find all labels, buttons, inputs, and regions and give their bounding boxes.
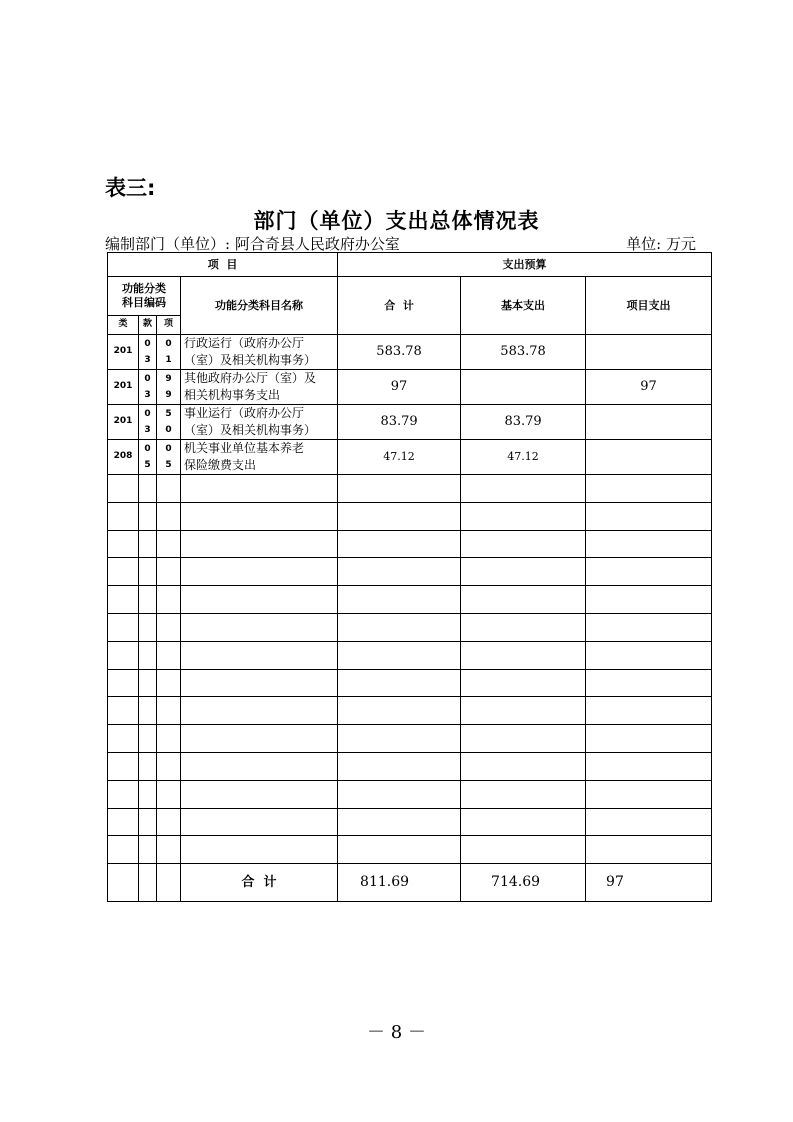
empty-cell: [181, 752, 338, 780]
empty-cell: [586, 641, 712, 669]
empty-cell: [157, 836, 181, 864]
empty-cell: [181, 586, 338, 614]
empty-cell: [181, 530, 338, 558]
cell-func-name-line: （室）及相关机构事务）: [184, 353, 317, 367]
empty-row: [108, 641, 712, 669]
empty-cell: [586, 697, 712, 725]
empty-cell: [157, 641, 181, 669]
empty-cell: [139, 641, 157, 669]
empty-cell: [108, 752, 139, 780]
empty-cell: [108, 808, 139, 836]
empty-cell: [461, 475, 586, 503]
empty-row: [108, 780, 712, 808]
cell-xiang-digit: 0: [165, 339, 172, 349]
empty-cell: [157, 752, 181, 780]
empty-cell: [586, 725, 712, 753]
empty-cell: [461, 808, 586, 836]
empty-cell: [586, 808, 712, 836]
cell-kuan-digit: 5: [144, 460, 151, 470]
empty-cell: [108, 725, 139, 753]
empty-row: [108, 530, 712, 558]
empty-cell: [338, 752, 461, 780]
empty-cell: [139, 669, 157, 697]
empty-cell: [139, 530, 157, 558]
cell-func-name-line: 其他政府办公厅（室）及: [184, 371, 317, 385]
cell-xiang: [157, 370, 181, 405]
cell-project: [586, 405, 712, 440]
empty-cell: [461, 669, 586, 697]
empty-cell: [108, 586, 139, 614]
totals-basic: 714.69: [461, 864, 586, 902]
empty-cell: [338, 475, 461, 503]
cell-kuan: [139, 405, 157, 440]
cell-func-name: [181, 440, 338, 475]
cell-total: 83.79: [338, 405, 461, 440]
department-line: 编制部门（单位）: 阿合奇县人民政府办公室: [105, 235, 400, 253]
empty-cell: [338, 586, 461, 614]
cell-total: 97: [338, 370, 461, 405]
empty-cell: [181, 780, 338, 808]
cell-xiang-digit: 5: [165, 460, 172, 470]
empty-cell: [586, 586, 712, 614]
empty-cell: [108, 780, 139, 808]
cell-func-name-line: 事业运行（政府办公厅: [184, 406, 305, 420]
empty-cell: [181, 808, 338, 836]
header-func-code-line2: 科目编码: [122, 296, 166, 309]
empty-cell: [461, 752, 586, 780]
table-row: [108, 370, 712, 405]
header-func-name: 功能分类科目名称: [181, 277, 338, 335]
empty-row: [108, 808, 712, 836]
empty-cell: [461, 586, 586, 614]
empty-row: [108, 613, 712, 641]
empty-cell: [108, 641, 139, 669]
cell-lei: 208: [108, 440, 139, 475]
empty-cell: [461, 641, 586, 669]
empty-cell: [157, 613, 181, 641]
empty-cell: [139, 725, 157, 753]
cell-kuan: [139, 440, 157, 475]
empty-cell: [139, 836, 157, 864]
empty-cell: [157, 475, 181, 503]
empty-cell: [108, 502, 139, 530]
empty-cell: [157, 530, 181, 558]
cell-kuan-digit: 3: [144, 390, 151, 400]
empty-cell: [139, 502, 157, 530]
empty-cell: [139, 780, 157, 808]
header-basic: 基本支出: [461, 277, 586, 335]
header-func-code: [108, 277, 181, 316]
cell-xiang-digit: 1: [165, 355, 172, 365]
table-label: 表三:: [105, 176, 156, 200]
empty-cell: [157, 669, 181, 697]
cell-lei: 201: [108, 405, 139, 440]
cell-project: 97: [586, 370, 712, 405]
header-lei: 类: [108, 316, 139, 335]
empty-row: [108, 752, 712, 780]
cell-basic: 47.12: [461, 440, 586, 475]
empty-cell: [338, 502, 461, 530]
table-title: 部门（单位）支出总体情况表: [253, 209, 540, 233]
cell-xiang-digit: 9: [165, 374, 172, 384]
empty-cell: [461, 613, 586, 641]
empty-row: [108, 475, 712, 503]
empty-cell: [139, 752, 157, 780]
empty-cell: [157, 697, 181, 725]
empty-cell: [139, 475, 157, 503]
cell-xiang-digit: 5: [165, 409, 172, 419]
empty-cell: [586, 613, 712, 641]
header-xiang: 项: [157, 316, 181, 335]
empty-cell: [157, 558, 181, 586]
empty-cell: [338, 808, 461, 836]
empty-cell: [108, 613, 139, 641]
cell-kuan-digit: 3: [144, 355, 151, 365]
empty-cell: [338, 530, 461, 558]
empty-cell: [461, 697, 586, 725]
empty-cell: [181, 697, 338, 725]
empty-cell: [338, 641, 461, 669]
empty-cell: [157, 864, 181, 902]
empty-cell: [108, 836, 139, 864]
empty-cell: [181, 669, 338, 697]
table-row: [108, 335, 712, 370]
empty-cell: [338, 780, 461, 808]
cell-func-name: [181, 405, 338, 440]
cell-lei: 201: [108, 370, 139, 405]
cell-project: [586, 440, 712, 475]
totals-label: 合 计: [181, 864, 338, 902]
empty-cell: [139, 558, 157, 586]
unit-label: 单位: 万元: [626, 235, 696, 253]
totals-project: 97: [586, 864, 712, 902]
cell-func-name: [181, 335, 338, 370]
cell-func-name-line: （室）及相关机构事务）: [184, 423, 317, 437]
cell-xiang: [157, 405, 181, 440]
empty-row: [108, 502, 712, 530]
empty-cell: [461, 780, 586, 808]
empty-cell: [586, 530, 712, 558]
header-func-code-line1: 功能分类: [122, 282, 166, 296]
cell-basic: 583.78: [461, 335, 586, 370]
empty-cell: [181, 641, 338, 669]
empty-row: [108, 558, 712, 586]
empty-row: [108, 836, 712, 864]
cell-kuan-digit: 0: [144, 409, 151, 419]
header-expenditure-budget: 支出预算: [338, 253, 712, 277]
cell-basic: 83.79: [461, 405, 586, 440]
cell-kuan: [139, 335, 157, 370]
empty-cell: [139, 864, 157, 902]
empty-cell: [338, 697, 461, 725]
empty-cell: [338, 669, 461, 697]
cell-func-name: [181, 370, 338, 405]
cell-kuan-digit: 0: [144, 374, 151, 384]
empty-row: [108, 697, 712, 725]
cell-func-name-line: 相关机构事务支出: [184, 388, 281, 402]
empty-cell: [157, 725, 181, 753]
table-row: [108, 440, 712, 475]
empty-cell: [586, 836, 712, 864]
empty-cell: [586, 669, 712, 697]
empty-cell: [461, 836, 586, 864]
empty-cell: [338, 613, 461, 641]
cell-xiang: [157, 335, 181, 370]
cell-func-name-line: 机关事业单位基本养老: [184, 441, 305, 455]
empty-cell: [338, 836, 461, 864]
empty-cell: [139, 613, 157, 641]
expenditure-table: [107, 252, 712, 902]
empty-cell: [338, 558, 461, 586]
page-number: － 8 －: [367, 1022, 426, 1043]
empty-cell: [586, 475, 712, 503]
cell-func-name-line: 保险缴费支出: [184, 458, 257, 472]
empty-cell: [108, 669, 139, 697]
cell-kuan-digit: 0: [144, 339, 151, 349]
cell-kuan-digit: 3: [144, 425, 151, 435]
totals-total: 811.69: [338, 864, 461, 902]
header-total: 合 计: [338, 277, 461, 335]
empty-row: [108, 669, 712, 697]
empty-cell: [338, 725, 461, 753]
cell-xiang-digit: 9: [165, 390, 172, 400]
header-project: 项 目: [108, 253, 338, 277]
empty-cell: [181, 613, 338, 641]
empty-cell: [157, 808, 181, 836]
cell-kuan-digit: 0: [144, 444, 151, 454]
totals-row: [108, 864, 712, 902]
empty-cell: [157, 502, 181, 530]
empty-cell: [181, 836, 338, 864]
empty-cell: [108, 475, 139, 503]
cell-basic: [461, 370, 586, 405]
cell-total: 47.12: [338, 440, 461, 475]
cell-lei: 201: [108, 335, 139, 370]
empty-cell: [181, 558, 338, 586]
empty-cell: [108, 697, 139, 725]
empty-cell: [157, 586, 181, 614]
empty-cell: [586, 502, 712, 530]
cell-project: [586, 335, 712, 370]
empty-cell: [181, 725, 338, 753]
empty-cell: [139, 697, 157, 725]
cell-xiang-digit: 0: [165, 444, 172, 454]
table-row: [108, 405, 712, 440]
empty-cell: [139, 808, 157, 836]
cell-total: 583.78: [338, 335, 461, 370]
cell-kuan: [139, 370, 157, 405]
empty-cell: [108, 530, 139, 558]
empty-cell: [586, 780, 712, 808]
empty-cell: [461, 530, 586, 558]
empty-cell: [139, 586, 157, 614]
empty-cell: [181, 502, 338, 530]
empty-cell: [181, 475, 338, 503]
empty-row: [108, 725, 712, 753]
empty-cell: [586, 752, 712, 780]
cell-xiang-digit: 0: [165, 425, 172, 435]
empty-cell: [108, 864, 139, 902]
header-kuan: 款: [139, 316, 157, 335]
empty-cell: [157, 780, 181, 808]
empty-cell: [461, 558, 586, 586]
empty-cell: [108, 558, 139, 586]
empty-cell: [586, 558, 712, 586]
cell-xiang: [157, 440, 181, 475]
header-project-exp: 项目支出: [586, 277, 712, 335]
empty-row: [108, 586, 712, 614]
empty-cell: [461, 502, 586, 530]
cell-func-name-line: 行政运行（政府办公厅: [184, 336, 305, 350]
empty-cell: [461, 725, 586, 753]
